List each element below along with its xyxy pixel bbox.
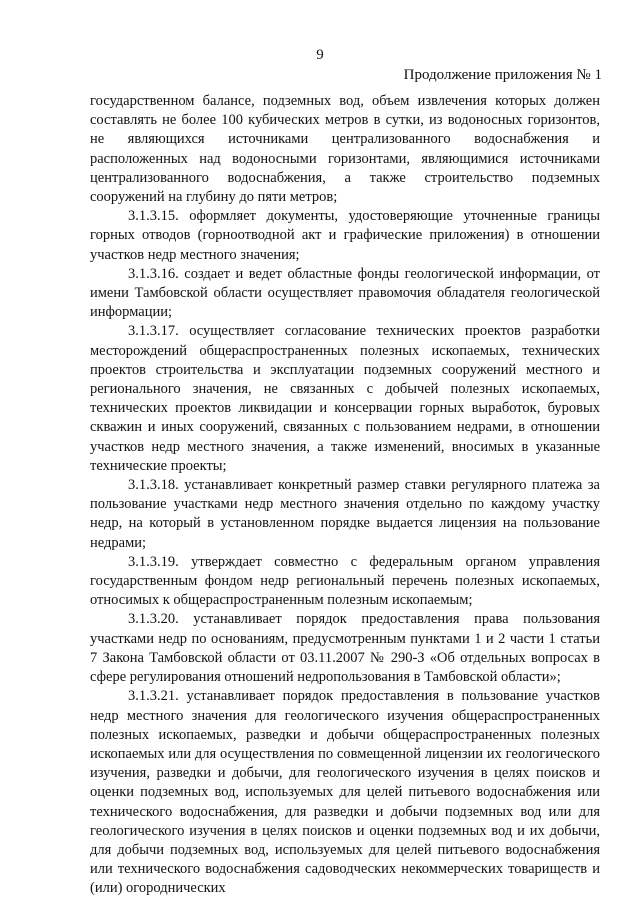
document-body — [90, 92, 600, 899]
paragraph-3-1-3-18: 3.1.3.18. устанавливает конкретный размер ставки регулярного платежа за пользование участками недр местного значения отдельно по каждому участку недр, на который в установленном порядке выдается лицензия на пользование недрами; — [90, 477, 600, 551]
appendix-continuation-note: Продолжение приложения № 1 — [403, 67, 602, 83]
paragraph-3-1-3-16: 3.1.3.16. создает и ведет областные фонды геологической информации, от имени Тамбовской области осуществляет правомочия обладателя геологической информации; — [90, 265, 600, 321]
paragraph-3-1-3-19: 3.1.3.19. утверждает совместно с федеральным органом управления государственным фондом недр региональный перечень полезных ископаемых, относимых к общераспространенным полезным ископаемым; — [90, 553, 600, 609]
paragraph-3-1-3-20: 3.1.3.20. устанавливает порядок предоставления права пользования участками недр по основаниям, предусмотренным пунктами 1 и 2 части 1 статьи 7 Закона Тамбовской области от 03.11.2007 № 290-З «Об отдельных вопросах в сфере регулирования отношений недропользования в Тамбовской области»; — [90, 611, 600, 686]
page-number: 9 — [316, 47, 324, 63]
paragraph-3-1-3-17: 3.1.3.17. осуществляет согласование технических проектов разработки месторождений общераспространенных полезных ископаемых, технических проектов строительства и эксплуатации подземных сооружений местного и регионального значения, не связанных с добычей полезных ископаемых, технических проектов ликвидации и консервации горных выработок, буровых скважин и иных сооружений, связанных с пользованием недрами, в отношении участков недр местного значения, а также изменений, вносимых в указанные технические проекты; — [90, 323, 600, 474]
paragraph-continuation: государственном балансе, подземных вод, объем извлечения которых должен составлять не более 100 кубических метров в сутки, из водоносных горизонтов, не являющихся источниками централизованного водоснабжения и расположенных над водоносными горизонтами, являющимися источниками централизованного водоснабжения, а также строительство подземных сооружений на глубину до пяти метров; — [90, 93, 600, 206]
paragraph-3-1-3-21: 3.1.3.21. устанавливает порядок предоставления в пользование участков недр местного значения для геологического изучения общераспространенных полезных ископаемых, разведки и добычи общераспространенных полезных ископаемых или для осуществления по совмещенной лицензии их геологического изучения, разведки и добычи, для геологического изучения в целях поисков и оценки подземных вод, используемых для целей питьевого водоснабжения или технического водоснабжения, для разведки и добычи подземных вод или для геологического изучения в целях поисков и оценки подземных вод и их добычи, для добычи подземных вод, используемых для целей питьевого водоснабжения или технического водоснабжения садоводческих некоммерческих товариществ и (или) огороднических — [90, 688, 600, 897]
paragraph-3-1-3-15: 3.1.3.15. оформляет документы, удостоверяющие уточненные границы горных отводов (горноотводной акт и графические приложения) в отношении участков недр местного значения; — [90, 208, 600, 263]
